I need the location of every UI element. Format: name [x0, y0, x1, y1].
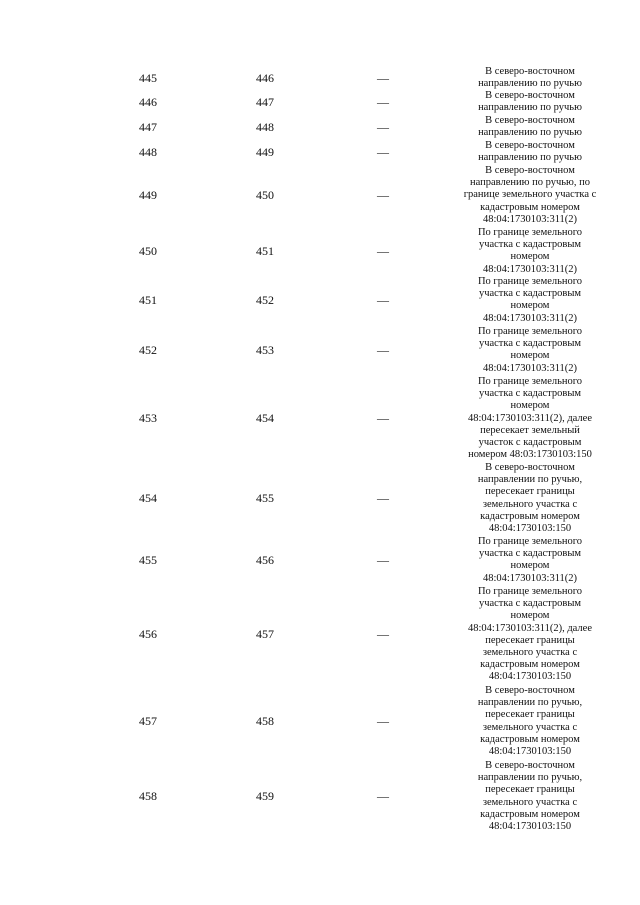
dash-cell: — [377, 188, 389, 202]
point-from: 455 [139, 553, 157, 567]
point-from: 456 [139, 627, 157, 641]
point-from: 451 [139, 293, 157, 307]
boundary-description: В северо-восточном направлению по ручью [478, 115, 582, 139]
point-from: 454 [139, 491, 157, 505]
boundary-description: В северо-восточном направлении по ручью, пересекает границы земельного участка с кадастровым номером 48:04:1730103:150 [477, 462, 583, 535]
point-to: 452 [256, 293, 274, 307]
point-from: 445 [139, 71, 157, 85]
point-from: 453 [139, 411, 157, 425]
point-to: 458 [256, 714, 274, 728]
boundary-description: По границе земельного участка с кадастровым номером 48:04:1730103:311(2) [477, 536, 583, 584]
boundary-description: По границе земельного участка с кадастровым номером 48:04:1730103:311(2) [477, 276, 583, 324]
boundary-description: По границе земельного участка с кадастровым номером 48:04:1730103:311(2), далее пересекает земельный участок с кадастровым номером 48:03:1730103:150 [467, 376, 592, 461]
boundary-description: В северо-восточном направлении по ручью, пересекает границы земельного участка с кадастровым номером 48:04:1730103:150 [477, 760, 583, 833]
point-to: 446 [256, 71, 274, 85]
point-from: 450 [139, 244, 157, 258]
point-from: 447 [139, 120, 157, 134]
point-to: 448 [256, 120, 274, 134]
point-to: 453 [256, 343, 274, 357]
dash-cell: — [377, 411, 389, 425]
dash-cell: — [377, 145, 389, 159]
point-from: 458 [139, 789, 157, 803]
dash-cell: — [377, 714, 389, 728]
boundary-description: В северо-восточном направлению по ручью [478, 140, 582, 164]
point-to: 450 [256, 188, 274, 202]
point-to: 456 [256, 553, 274, 567]
point-from: 448 [139, 145, 157, 159]
point-to: 455 [256, 491, 274, 505]
point-to: 457 [256, 627, 274, 641]
dash-cell: — [377, 553, 389, 567]
dash-cell: — [377, 244, 389, 258]
dash-cell: — [377, 293, 389, 307]
dash-cell: — [377, 343, 389, 357]
dash-cell: — [377, 95, 389, 109]
point-to: 454 [256, 411, 274, 425]
point-from: 452 [139, 343, 157, 357]
boundary-description: В северо-восточном направлению по ручью [478, 66, 582, 90]
point-from: 446 [139, 95, 157, 109]
boundary-description: В северо-восточном направлению по ручью, по границе земельного участка с кадастровым номером 48:04:1730103:311(2) [463, 165, 597, 225]
boundary-description: По границе земельного участка с кадастровым номером 48:04:1730103:311(2) [477, 326, 583, 374]
dash-cell: — [377, 627, 389, 641]
dash-cell: — [377, 789, 389, 803]
point-to: 459 [256, 789, 274, 803]
point-to: 451 [256, 244, 274, 258]
boundary-description: В северо-восточном направлению по ручью [478, 90, 582, 114]
dash-cell: — [377, 120, 389, 134]
dash-cell: — [377, 71, 389, 85]
boundary-description: По границе земельного участка с кадастровым номером 48:04:1730103:311(2), далее пересекает границы земельного участка с кадастровым номером 48:04:1730103:150 [467, 586, 592, 683]
point-to: 449 [256, 145, 274, 159]
point-from: 449 [139, 188, 157, 202]
dash-cell: — [377, 491, 389, 505]
point-to: 447 [256, 95, 274, 109]
point-from: 457 [139, 714, 157, 728]
boundary-description: В северо-восточном направлении по ручью, пересекает границы земельного участка с кадастровым номером 48:04:1730103:150 [477, 685, 583, 758]
boundary-description: По границе земельного участка с кадастровым номером 48:04:1730103:311(2) [477, 227, 583, 275]
